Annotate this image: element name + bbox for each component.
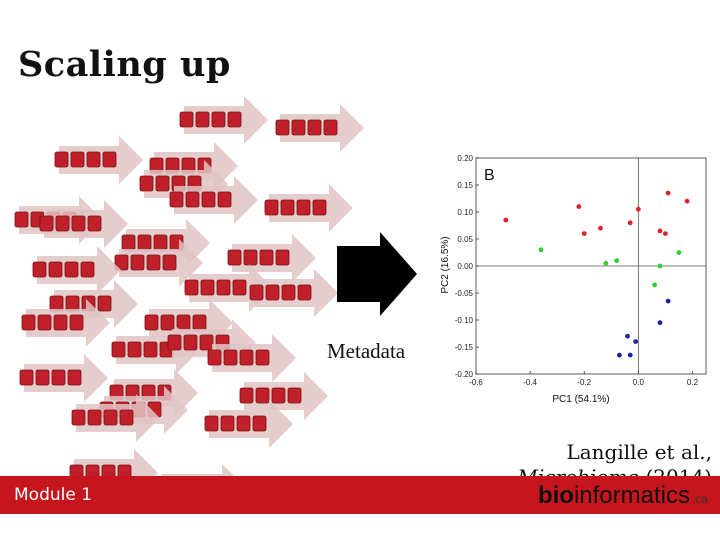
x-tick-label: -0.4: [523, 378, 538, 387]
citation-authors: Langille et al.,: [566, 440, 712, 464]
scatter-point: [658, 229, 663, 234]
y-tick-label: 0.00: [457, 262, 473, 271]
brand-bold: bio: [537, 482, 574, 509]
brand-text: informatics: [573, 482, 690, 509]
scatter-point: [582, 231, 587, 236]
scatter-point: [633, 339, 638, 344]
scatter-point: [617, 353, 622, 358]
x-tick-label: -0.6: [469, 378, 483, 387]
x-tick-label: 0.2: [686, 378, 699, 387]
scatter-point: [658, 264, 663, 269]
y-tick-label: -0.05: [454, 289, 473, 298]
data-block-group: [20, 354, 108, 402]
scatter-point: [663, 231, 668, 236]
x-tick-label: 0.0: [632, 378, 644, 387]
y-tick-label: -0.20: [454, 370, 473, 379]
y-tick-label: 0.10: [457, 208, 473, 217]
scatter-point: [658, 320, 663, 325]
scatter-point: [652, 283, 657, 288]
x-tick-label: -0.2: [577, 378, 592, 387]
y-tick-label: -0.10: [454, 316, 473, 325]
y-tick-label: 0.05: [457, 235, 473, 244]
data-block-group: [180, 96, 268, 144]
scatter-point: [628, 353, 633, 358]
scatter-point: [598, 226, 603, 231]
y-tick-label: 0.15: [457, 181, 473, 190]
footer-bar: [0, 476, 720, 514]
scatter-point: [636, 207, 641, 212]
scatter-point: [576, 204, 581, 209]
data-block-group: [33, 246, 121, 294]
scatter-point: [666, 299, 671, 304]
data-block-group: [55, 136, 143, 184]
y-tick-label: 0.20: [457, 154, 473, 163]
pca-scatter-plot: [436, 150, 720, 410]
brand-logo: [538, 482, 708, 510]
data-block-group: [265, 184, 353, 232]
data-block-group: [276, 104, 364, 152]
scatter-point: [503, 218, 508, 223]
y-tick-label: -0.15: [454, 343, 473, 352]
scatter-point: [666, 191, 671, 196]
slide-title: Scaling up: [18, 44, 231, 85]
x-axis-label: PC1 (54.1%): [552, 394, 610, 405]
scatter-point: [603, 261, 608, 266]
panel-label: B: [484, 167, 495, 184]
scatter-point: [614, 258, 619, 263]
brand-suffix: .ca: [691, 492, 708, 506]
y-axis-label: PC2 (16.5%): [440, 236, 451, 294]
scatter-point: [677, 250, 682, 255]
scatter-point: [539, 247, 544, 252]
metadata-label: Metadata: [327, 339, 406, 363]
scatter-point: [625, 334, 630, 339]
module-label: Module 1: [14, 485, 93, 505]
scatter-point: [628, 220, 633, 225]
scatter-point: [685, 199, 690, 204]
